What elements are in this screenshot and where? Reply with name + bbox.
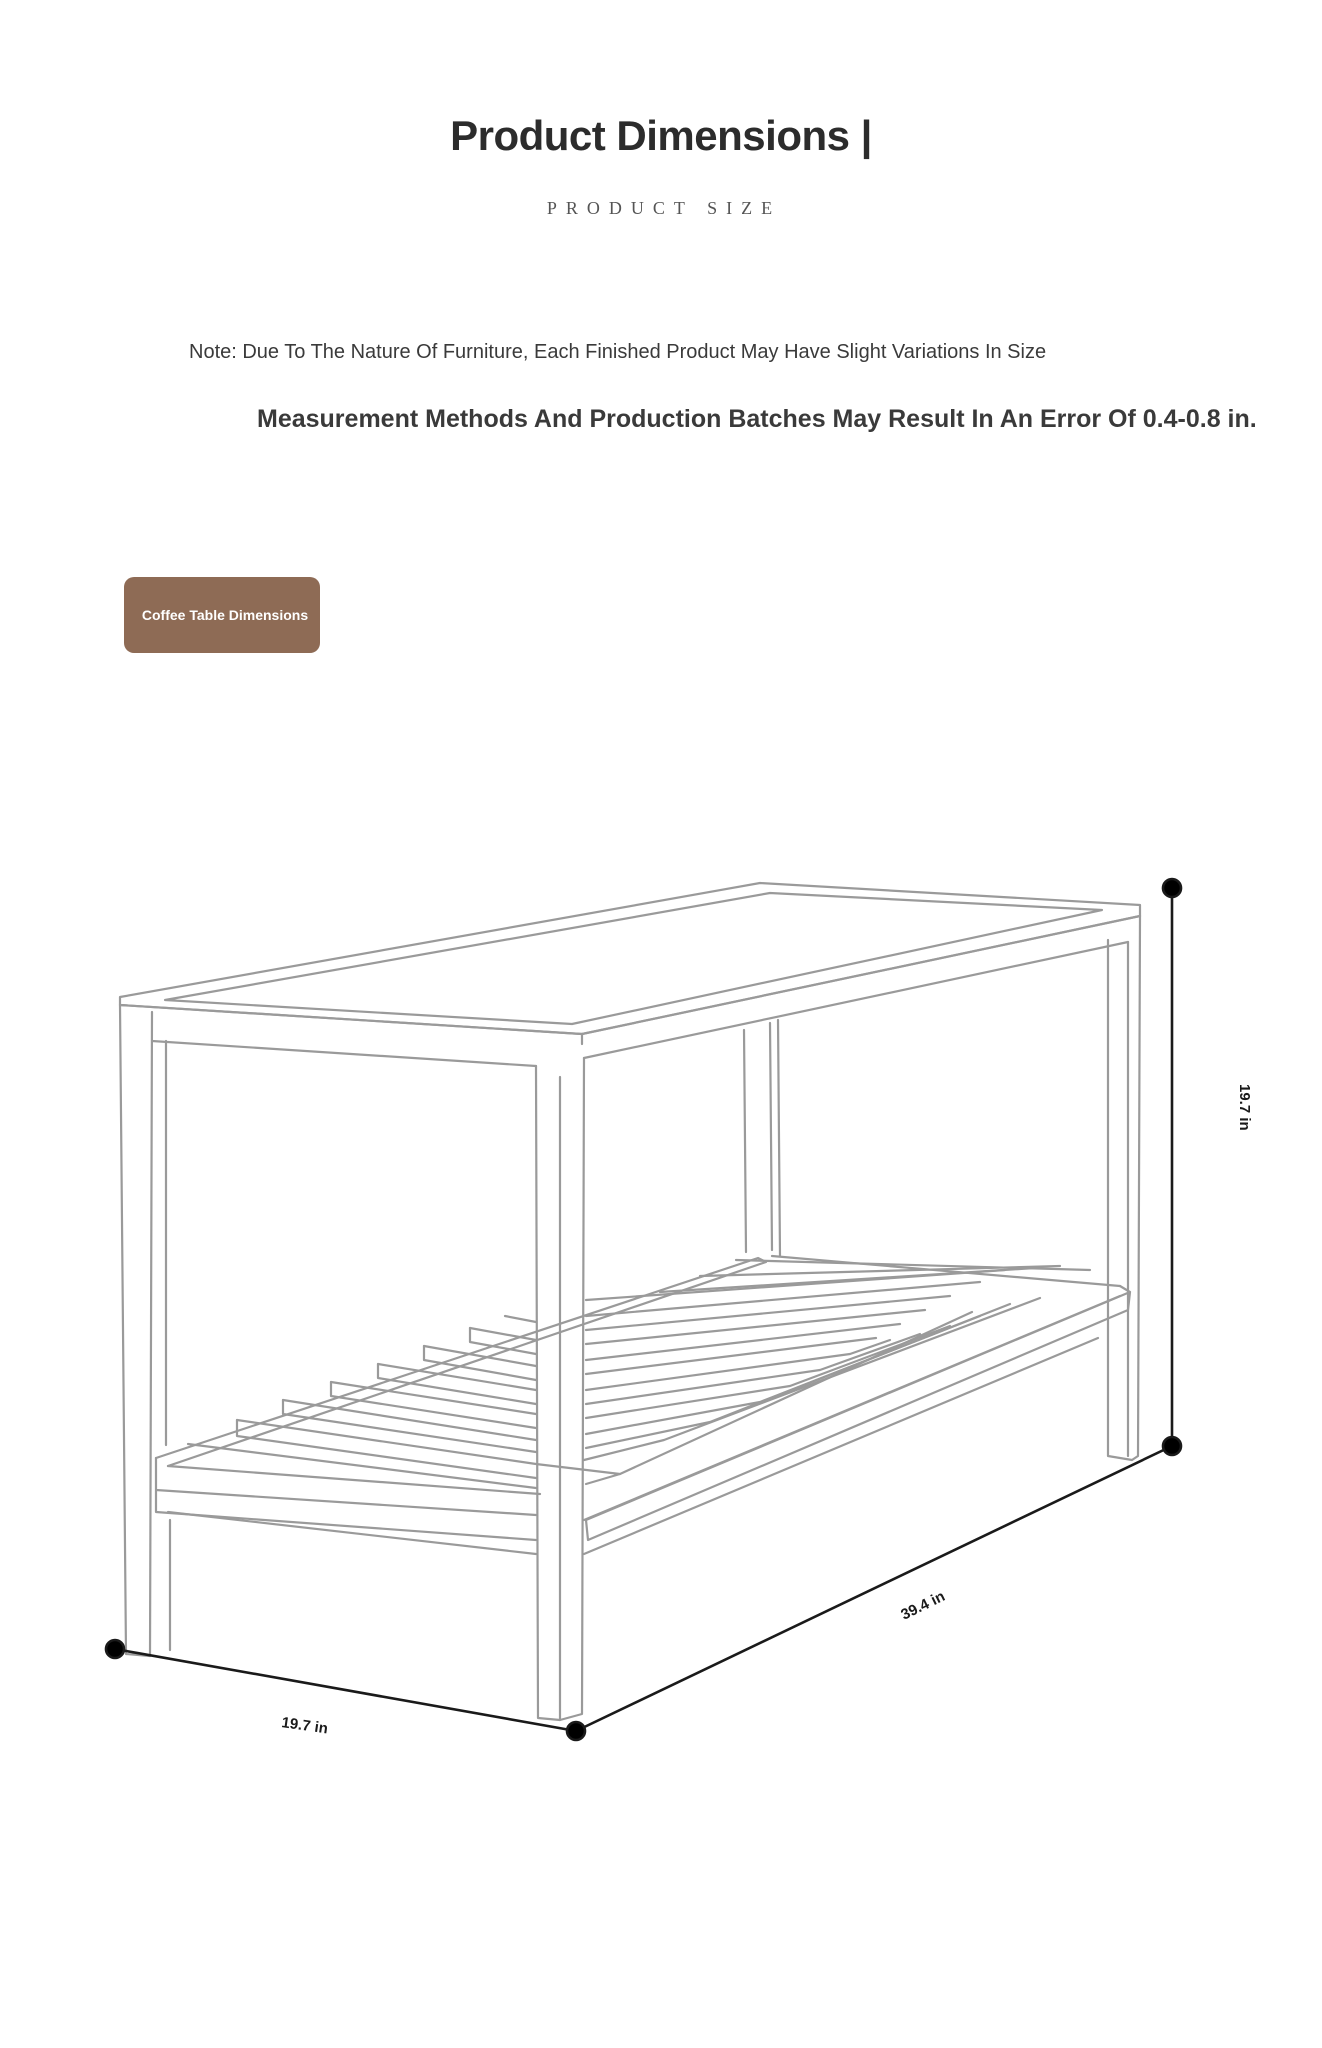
table-outline (120, 883, 1140, 1720)
front-corner-point (567, 1722, 585, 1740)
left-corner-point (106, 1640, 124, 1658)
coffee-table-dimensions-button[interactable]: Coffee Table Dimensions (124, 577, 320, 653)
height-label: 19.7 in (1236, 1084, 1253, 1131)
height-top-point (1163, 879, 1181, 897)
error-note: Measurement Methods And Production Batches May Result In An Error Of 0.4-0.8 in. (257, 405, 1257, 433)
page-title: Product Dimensions | (450, 112, 872, 159)
height-bottom-point (1163, 1437, 1181, 1455)
length-label: 39.4 in (898, 1587, 948, 1624)
width-label: 19.7 in (280, 1714, 330, 1738)
page-subtitle: PRODUCT SIZE (546, 198, 782, 218)
variation-note: Note: Due To The Nature Of Furniture, Each Finished Product May Have Slight Variations In Size (189, 341, 1047, 363)
